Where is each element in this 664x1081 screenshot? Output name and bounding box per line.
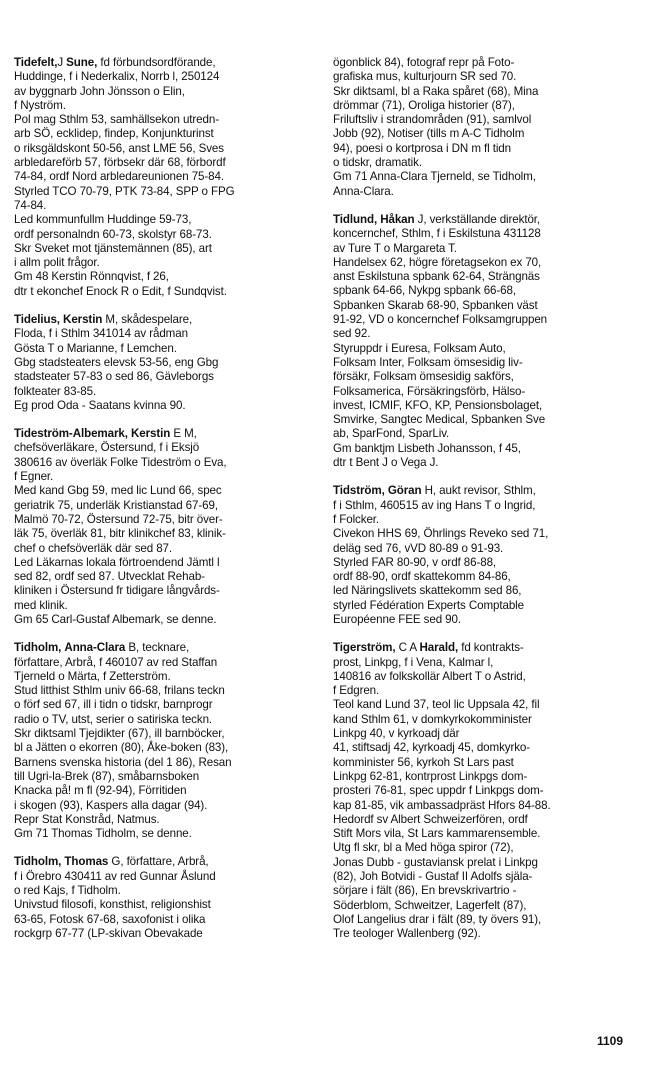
entry-line: Repr Stat Konstråd, Natmus.	[14, 812, 160, 826]
entry-line: chefsöverläkare, Östersund, f i Eksjö	[14, 441, 200, 455]
entry-line: f i Örebro 430411 av red Gunnar Åslund	[14, 869, 216, 883]
entry-title: J, verkställande direktör,	[414, 212, 541, 226]
entry-line	[333, 484, 649, 498]
entry-line: Skr Sveket mot tjänstemännen (85), art	[14, 241, 212, 255]
entry-surname: Tidholm,	[14, 855, 62, 869]
entry-surname: Tidelius,	[14, 313, 60, 327]
entry-given-name: Thomas	[64, 855, 109, 869]
entry-surname: Tidström,	[333, 484, 385, 498]
entry-line: i allm polit frågor.	[14, 256, 100, 270]
entry-line: Pol mag Sthlm 53, samhällsekon utredn-	[14, 113, 219, 127]
entry-line: radio o TV, utst, serier o satiriska teckn.	[14, 712, 213, 726]
entry-line: ab, SparFond, SparLiv.	[333, 427, 450, 441]
entry-line: folkteater 83-85.	[14, 384, 97, 398]
entry-line	[14, 427, 314, 441]
entry-line	[14, 56, 314, 70]
entry-line	[333, 213, 649, 227]
entry-line: Söderblom, Schweitzer, Lagerfelt (87),	[333, 898, 527, 912]
entry-line: 91-92, VD o koncernchef Folksamgruppen	[333, 313, 548, 327]
biography-entry	[333, 484, 649, 627]
entry-line: grafiska mus, kulturjourn SR sed 70.	[333, 70, 517, 84]
entry-line: komminister 56, kyrkoh St Lars past	[333, 755, 514, 769]
entry-line: ögonblick 84), fotograf repr på Foto-	[333, 56, 515, 69]
biography-entry	[333, 213, 649, 470]
entry-line: Jobb (92), Notiser (tills m A-C Tidholm	[333, 127, 525, 141]
entry-line: försäkr, Folksam ömsesidig sakförs,	[333, 370, 514, 384]
entry-line: Styrled FAR 80-90, v ordf 86-88,	[333, 555, 497, 569]
entry-title: H, aukt revisor, Sthlm,	[421, 484, 536, 498]
entry-line: o förf sed 67, ill i tidn o tidskr, barnprogr	[14, 698, 213, 712]
entry-given-name: Håkan	[380, 212, 415, 226]
right-column	[333, 56, 649, 956]
entry-line: prosteri 76-81, spec uppdr f Linkpgs dom-	[333, 784, 544, 798]
entry-line: Hedordf sv Albert Schweizerfören, ordf	[333, 812, 528, 826]
biography-entry	[14, 313, 314, 413]
entry-line: dtr t ekonchef Enock R o Edit, f Sundqvist.	[14, 284, 227, 298]
biography-entry	[14, 855, 314, 941]
entry-line: kliniken i Östersund fr tidigare långvårds-	[14, 584, 220, 598]
biography-entry	[333, 56, 649, 199]
entry-line: Gösta T o Marianne, f Lemchen.	[14, 341, 177, 355]
entry-line: Spbanken Skarab 68-90, Spbanken väst	[333, 298, 538, 312]
entry-line	[14, 855, 314, 869]
entry-line: Univstud filosofi, konsthist, religionshist	[14, 898, 211, 912]
entry-line: chef o chefsöverläk där sed 87.	[14, 541, 173, 555]
entry-line	[333, 641, 649, 655]
entry-initials: J	[57, 56, 67, 69]
entry-line: drömmar (71), Oroliga historier (87),	[333, 98, 515, 112]
entry-title: B, tecknare,	[125, 641, 190, 655]
entry-line: f Edgren.	[333, 684, 380, 698]
entry-given-name: Anna-Clara	[64, 641, 126, 655]
entry-line: Gm 48 Kerstin Rönnqvist, f 26,	[14, 270, 169, 284]
entry-line: 140816 av folkskollär Albert T o Astrid,	[333, 669, 526, 683]
biography-entry	[14, 427, 314, 627]
entry-line: Linkpg 40, v kyrkoadj där	[333, 727, 460, 741]
entry-line: kap 81-85, vik ambassadpräst Hfors 84-88.	[333, 798, 551, 812]
entry-line: Jonas Dubb - gustaviansk prelat i Linkpg	[333, 855, 538, 869]
entry-line: sed 82, ordf sed 87. Utvecklat Rehab-	[14, 570, 205, 584]
entry-line: dtr t Bent J o Vega J.	[333, 456, 439, 470]
entry-line: Barnens svenska historia (del 1 86), Resan	[14, 755, 232, 769]
entry-line: författare, Arbrå, f 460107 av red Staffan	[14, 655, 218, 669]
entry-line: med klinik.	[14, 598, 68, 612]
entry-line: i skogen (93), Kaspers alla dagar (94).	[14, 798, 208, 812]
entry-line	[14, 641, 314, 655]
entry-line: koncernchef, Sthlm, f i Eskilstuna 431128	[333, 227, 541, 241]
entry-line: arb SÖ, ecklidep, findep, Konjunkturinst	[14, 127, 214, 141]
entry-line: bl a Jätten o ekorren (80), Åke-boken (83),	[14, 741, 229, 755]
entry-line: Gm banktjm Lisbeth Johansson, f 45,	[333, 441, 521, 455]
entry-line: sed 92.	[333, 327, 371, 341]
entry-line: stadsteater 57-83 o sed 86, Gävleborgs	[14, 370, 214, 384]
entry-line: Stud litthist Sthlm univ 66-68, frilans teckn	[14, 684, 225, 698]
entry-line: f Nyström.	[14, 98, 66, 112]
entry-line: deläg sed 76, vVD 80-89 o 91-93.	[333, 541, 504, 555]
entry-line: Européenne FEE sed 90.	[333, 612, 461, 626]
entry-surname: Tidlund,	[333, 212, 378, 226]
entry-surname: Tideström-Albemark,	[14, 427, 128, 441]
entry-title: G, författare, Arbrå,	[108, 855, 209, 869]
entry-line: prost, Linkpg, f i Vena, Kalmar l,	[333, 655, 494, 669]
entry-line: Civekon HHS 69, Öhrlings Reveko sed 71,	[333, 527, 549, 541]
entry-line: Folksamerica, Försäkringsförb, Hälso-	[333, 384, 526, 398]
entry-given-name: Kerstin	[63, 313, 103, 327]
entry-line: arbledareförb 57, förbsekr där 68, förbordf	[14, 156, 226, 170]
entry-initials: C A	[395, 641, 420, 655]
entry-line: f Folcker.	[333, 512, 380, 526]
entry-line: ordf personalndn 60-73, skolstyr 68-73.	[14, 227, 212, 241]
entry-line: Med kand Gbg 59, med lic Lund 66, spec	[14, 484, 222, 498]
entry-line: Teol kand Lund 37, teol lic Uppsala 42, fil	[333, 698, 540, 712]
entry-line: Styruppdr i Euresa, Folksam Auto,	[333, 341, 506, 355]
entry-surname: Tidholm,	[14, 641, 62, 655]
entry-line: Smvirke, Sangtec Medical, Spbanken Sve	[333, 413, 546, 427]
entry-line	[14, 313, 314, 327]
entry-line: 63-65, Fotosk 67-68, saxofonist i olika	[14, 912, 206, 926]
entry-line: Anna-Clara.	[333, 184, 394, 198]
biography-entry	[14, 641, 314, 841]
entry-given-name: Göran	[387, 484, 422, 498]
entry-line: Floda, f i Sthlm 341014 av rådman	[14, 327, 188, 341]
entry-title: E M,	[170, 427, 197, 441]
biography-entry	[14, 56, 314, 299]
entry-given-name: Kerstin	[130, 427, 171, 441]
entry-line: o red Kajs, f Tidholm.	[14, 884, 121, 898]
left-column	[14, 56, 314, 955]
entry-line: invest, ICMIF, KFO, KP, Pensionsbolaget,	[333, 398, 543, 412]
entry-line: sörjare i fält (86), En brevskrivartrio -	[333, 884, 517, 898]
entry-line: Gm 71 Thomas Tidholm, se denne.	[14, 827, 192, 841]
entry-surname: Tidefelt,	[14, 56, 58, 69]
entry-line: Skr diktsaml, bl a Raka spåret (68), Mina	[333, 84, 539, 98]
entry-line: läk 75, överläk 81, bitr klinikchef 83, klinik-	[14, 527, 226, 541]
entry-line: Stift Mors vila, St Lars kammarensemble.	[333, 827, 541, 841]
entry-line: till Ugri-la-Brek (87), småbarnsboken	[14, 769, 200, 783]
entry-line: Linkpg 62-81, kontrprost Linkpgs dom-	[333, 769, 528, 783]
entry-line: Tre teologer Wallenberg (92).	[333, 927, 481, 941]
entry-title: fd förbundsordförande,	[97, 56, 216, 69]
entry-line: Led Läkarnas lokala förtroendend Jämtl l	[14, 555, 220, 569]
entry-title: M, skådespelare,	[102, 313, 193, 327]
entry-line: f Egner.	[14, 470, 54, 484]
entry-line: ordf 88-90, ordf skattekomm 84-86,	[333, 570, 511, 584]
entry-line: 94), poesi o kortprosa i DN m fl tidn	[333, 141, 512, 155]
entry-line: 74-84, ordf Nord arbledareunionen 75-84.	[14, 170, 224, 184]
entry-given-name: Sune,	[66, 56, 98, 69]
entry-line: 74-84.	[14, 198, 47, 212]
entry-surname: Tigerström,	[333, 641, 396, 655]
entry-line: o riksgäldskont 50-56, anst LME 56, Sves	[14, 141, 224, 155]
entry-line: rockgrp 67-77 (LP-skivan Obevakade	[14, 926, 203, 940]
entry-line: Utg fl skr, bl a Med höga spiror (72),	[333, 841, 514, 855]
entry-line: o tidskr, dramatik.	[333, 156, 422, 170]
entry-line: Malmö 70-72, Östersund 72-75, bitr över-	[14, 512, 223, 526]
entry-line: Eg prod Oda - Saatans kvinna 90.	[14, 398, 186, 412]
entry-line: geriatrik 75, underläk Kristianstad 67-69,	[14, 498, 218, 512]
entry-line: Styrled TCO 70-79, PTK 73-84, SPP o FPG	[14, 184, 235, 198]
entry-title: fd kontrakts-	[458, 641, 524, 655]
entry-line: Led kommunfullm Huddinge 59-73,	[14, 213, 192, 227]
entry-line: Gbg stadsteaters elevsk 53-56, eng Gbg	[14, 355, 219, 369]
entry-line: (82), Joh Botvidi - Gustaf II Adolfs själa-	[333, 870, 533, 884]
entry-line: styrled Fédération Experts Comptable	[333, 598, 525, 612]
entry-line: Skr diktsaml Tjejdikter (67), ill barnböcker,	[14, 727, 225, 741]
entry-given-name: Harald,	[419, 641, 459, 655]
biography-entry	[333, 641, 649, 941]
entry-line: Gm 65 Carl-Gustaf Albemark, se denne.	[14, 612, 217, 626]
entry-line: 380616 av överläk Folke Tideström o Eva,	[14, 455, 227, 469]
entry-line: Olof Langelius drar i fält (89, ty övers 91),	[333, 912, 542, 926]
entry-line: Handelsex 62, högre företagsekon ex 70,	[333, 255, 542, 269]
entry-line: Huddinge, f i Nederkalix, Norrb l, 250124	[14, 70, 220, 84]
entry-line: Folksam Inter, Folksam ömsesidig liv-	[333, 355, 523, 369]
entry-line: Gm 71 Anna-Clara Tjerneld, se Tidholm,	[333, 170, 536, 184]
entry-line: kand Sthlm 61, v domkyrkokomminister	[333, 712, 532, 726]
entry-line: spbank 64-66, Nykpg spbank 66-68,	[333, 284, 516, 298]
entry-line: anst Eskilstuna spbank 62-64, Strängnäs	[333, 270, 540, 284]
entry-line: f i Sthlm, 460515 av ing Hans T o Ingrid,	[333, 498, 536, 512]
entry-line: Knacka på! m fl (92-94), Förritiden	[14, 784, 187, 798]
entry-line: 41, stiftsadj 42, kyrkoadj 45, domkyrko-	[333, 741, 531, 755]
page-number: 1109	[597, 1034, 624, 1048]
entry-line: Tjerneld o Märta, f Zetterström.	[14, 669, 171, 683]
entry-line: led Näringslivets skattekomm sed 86,	[333, 584, 522, 598]
entry-line: av byggnarb John Jönsson o Elin,	[14, 84, 185, 98]
entry-line: av Ture T o Margareta T.	[333, 241, 457, 255]
entry-line: Friluftsliv i strandområden (91), samlvol	[333, 113, 532, 127]
